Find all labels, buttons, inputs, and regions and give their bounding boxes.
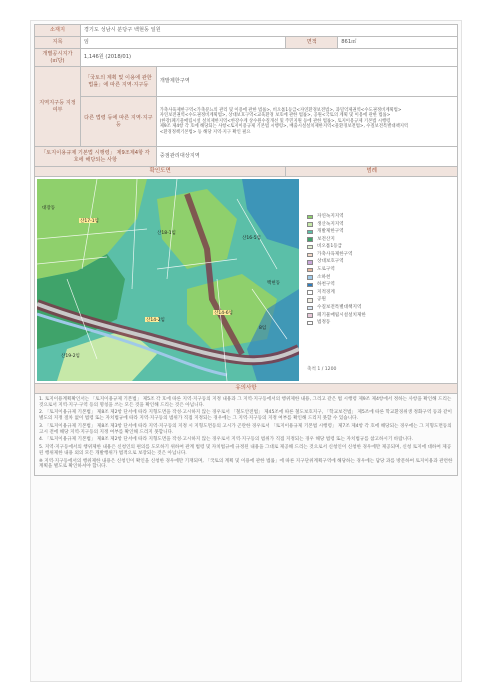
legend-item	[307, 236, 366, 244]
legend-label: 하천구역	[317, 282, 335, 288]
legend-swatch	[307, 283, 313, 288]
map-label: 산14-6임	[214, 311, 233, 316]
map-label: 산18-1임	[157, 231, 176, 236]
location-value: 경기도 성남시 분당구 백현동 일원	[80, 25, 457, 37]
legend-swatch	[307, 275, 313, 280]
jimok-row	[35, 37, 458, 49]
zoning-group-label: 지역지구등 지정여부	[35, 67, 81, 147]
zoning-line: 자연보전권역<수도권정비계획법>, 상대보호구역<교육환경 보호에 관한 법률>, 공원<국토의 계획 및 이용에 관한 법률>	[159, 113, 391, 119]
zoning-sub1-label: 「국토의 계획 및 이용에 관한 법률」에 따른 지역·지구등	[80, 67, 156, 97]
legend-swatch	[307, 237, 313, 242]
legend-swatch	[307, 268, 313, 273]
legend-item	[307, 297, 366, 305]
legend-item	[307, 243, 366, 251]
location-label: 소재지	[35, 25, 81, 37]
note-paragraph: 2. 「토지이용규제 기본법」 제8조 제2항 단서에 따라 지형도면을 작성·고시하지 않는 경우로서 「철도안전법」 제45조에 따른 철도보호지구, 「학교보건법」 제5조에 따른 학교환경위생 정화구역 등과 같이 별도의 지정 절차 없이 법령 또는 자치법규에 따라 지역·지구등의 범위가 직접 지정되는 경우에는 그 지역·지구등의 지정 여부를 확인해 드리지 못할 수 있습니다.	[39, 410, 452, 422]
zoning-map	[37, 179, 299, 381]
jimok-label: 지목	[35, 37, 81, 49]
map-label: 산16-5임	[242, 236, 261, 241]
reg-value: 중점관리대상지역	[156, 147, 457, 167]
legend-title: 범례	[286, 167, 458, 177]
map-label: 산14-2임	[146, 318, 165, 323]
legend-item	[307, 221, 366, 229]
note-paragraph: ※ 지역·지구등에서의 행위제한 내용은 신청인이 확인을 신청한 경우에만 기재되며, 「국토의 계획 및 이용에 관한 법률」에 따른 지구단위계획구역에 해당하는 경우에는 담당 과를 방문하여 토지이용과 관련한 계획을 별도로 확인하셔야 합니다.	[39, 458, 453, 470]
reg-label: 「토지이용규제 기본법 시행령」 제9조제4항 각 호에 해당되는 사항	[35, 147, 157, 167]
zoning-sub2-label: 다른 법령 등에 따른 지역·지구등	[80, 97, 156, 147]
map-title: 확인도면	[35, 167, 286, 177]
legend-item	[307, 266, 366, 274]
zoning-sub2-value	[156, 97, 457, 147]
area-label: 면적	[286, 37, 338, 49]
legend-item	[307, 251, 366, 259]
legend-label: 수질보전특별대책지역	[317, 305, 362, 311]
legend-label: 개발제한구역	[317, 229, 344, 235]
price-row	[35, 49, 458, 67]
price-label: 개별공시지가 (㎡당)	[35, 49, 81, 67]
area-value: 861㎡	[338, 37, 458, 49]
legend-label: 자연녹지지역	[317, 213, 344, 219]
note-paragraph: 5. 지역·지구등에서의 행위제한 내용은 신청인의 편의를 도모하기 위하여 관계 법령 및 자치법규에 규정된 내용을 그대로 제공해 드리는 것으로서 신청인이 신청한 경우에만 제공되며, 신청 토지에 대하여 제공된 행위제한 내용 외의 모든 개발행위가 법적으로 보장되는 것은 아닙니다.	[39, 445, 452, 456]
reg-row	[35, 147, 458, 167]
note-paragraph: 3. 「토지이용규제 기본법」 제8조 제3항 단서에 따라 지역·지구등의 지정 시 지형도면등의 고시가 곤란한 경우로서 「토지이용규제 기본법 시행령」 제7조 제4항 각 호에 해당되는 경우에는 그 지형도면등의 고시 전에 해당 지역·지구등의 지정 여부를 확인해 드리지 못합니다.	[39, 423, 452, 435]
legend-item	[307, 304, 366, 312]
map-header-row	[35, 167, 458, 177]
zoning-row-1	[35, 67, 458, 97]
note-paragraph: 4. 「토지이용규제 기본법」 제8조 제2항 단서에 따라 지형도면을 작성·고시하지 않는 경우로서 지역·지구등의 범위가 직접 지정되는 경우 해당 법령 또는 자치법규를 참고하시기 바랍니다.	[39, 437, 413, 443]
legend-swatch	[307, 222, 313, 227]
notes-title: 유의사항	[35, 384, 458, 394]
legend-swatch	[307, 290, 313, 295]
map-row	[35, 177, 458, 384]
legend-label: 가축사육제한구역	[317, 251, 353, 257]
legend-label: 폐기물매립시설설치제한	[317, 312, 366, 318]
map-label: 백현동	[267, 281, 281, 286]
note-paragraph: 1. 토지이용계획확인서는 「토지이용규제 기본법」 제5조 각 호에 따른 지역·지구등의 지정 내용과 그 지역·지구등에서의 행위제한 내용, 그리고 같은 법 시행령 제9조 제4항에서 정하는 사항을 확인해 드리는 것으로서 지역·지구·구역 등의 명칭을 쓰는 모든 것을 확인해 드리는 것은 아닙니다.	[39, 397, 452, 408]
jimok-value: 임	[80, 37, 285, 49]
zoning-line: <환경정책기본법> 등 해당 지역·지구 확인 필요	[159, 129, 251, 135]
legend-swatch	[307, 215, 313, 220]
legend-label: 소하천	[317, 274, 331, 280]
legend-item	[307, 281, 366, 289]
map-label: 산17-1임	[80, 219, 99, 224]
legend-label: 지적경계	[317, 289, 335, 295]
location-row	[35, 25, 458, 37]
zoning-line: (한강)폐기물매립시설 설치제한지역<한강수계 상수원수질개선 및 주민지원 등에 관한 법률>, 토지이용규제 기본법 시행령	[159, 118, 391, 124]
legend-item	[307, 274, 366, 282]
legend-label: 보전산지	[317, 236, 335, 242]
legend-swatch	[307, 298, 313, 303]
map-cell	[35, 177, 458, 384]
legend-item	[307, 289, 366, 297]
legend-label: 도로구역	[317, 267, 335, 273]
land-use-form	[34, 24, 458, 476]
zoning-map-svg	[37, 179, 299, 381]
legend-label: 비오톱1등급	[317, 244, 343, 250]
zoning-line: 가축사육제한구역<가축분뇨의 관리 및 이용에 관한 법률>, 비오톱1등급<자연환경보전법>, 과밀억제권역<수도권정비계획법>	[159, 107, 402, 113]
legend-swatch	[307, 245, 313, 250]
notes-header-row	[35, 384, 458, 394]
map-label: 대장동	[42, 206, 56, 211]
legend-swatch	[307, 313, 313, 318]
price-value: 1,146원 (2018/01)	[80, 49, 457, 67]
legend-item	[307, 312, 366, 320]
zoning-line: 제9조 제4항 각 호에 해당되는 사항<토지이용규제 기본법 시행령>, 배출시설설치제한지역<물환경보전법>, 수질보전특별대책지역	[159, 124, 409, 130]
zoning-sub1-value: 개발제한구역	[156, 67, 457, 97]
legend-swatch	[307, 253, 313, 258]
legend-item	[307, 259, 366, 267]
legend-swatch	[307, 230, 313, 235]
legend-label: 법정동	[317, 320, 331, 326]
legend-label: 공원	[317, 297, 326, 303]
document-sheet	[30, 20, 462, 682]
notes-row	[35, 394, 458, 476]
map-scale: 축척 1 / 1200	[307, 367, 337, 372]
zoning-row-2	[35, 97, 458, 147]
legend-label: 생산녹지지역	[317, 221, 344, 227]
legend-item	[307, 228, 366, 236]
map-legend	[307, 213, 366, 327]
legend-item	[307, 213, 366, 221]
map-label: 8임	[259, 326, 267, 331]
legend-item	[307, 319, 366, 327]
notes-body	[35, 394, 458, 476]
legend-swatch	[307, 306, 313, 311]
map-label: 산19-2임	[61, 354, 80, 359]
legend-label: 상대보호구역	[317, 259, 344, 265]
legend-swatch	[307, 321, 313, 326]
legend-swatch	[307, 260, 313, 265]
